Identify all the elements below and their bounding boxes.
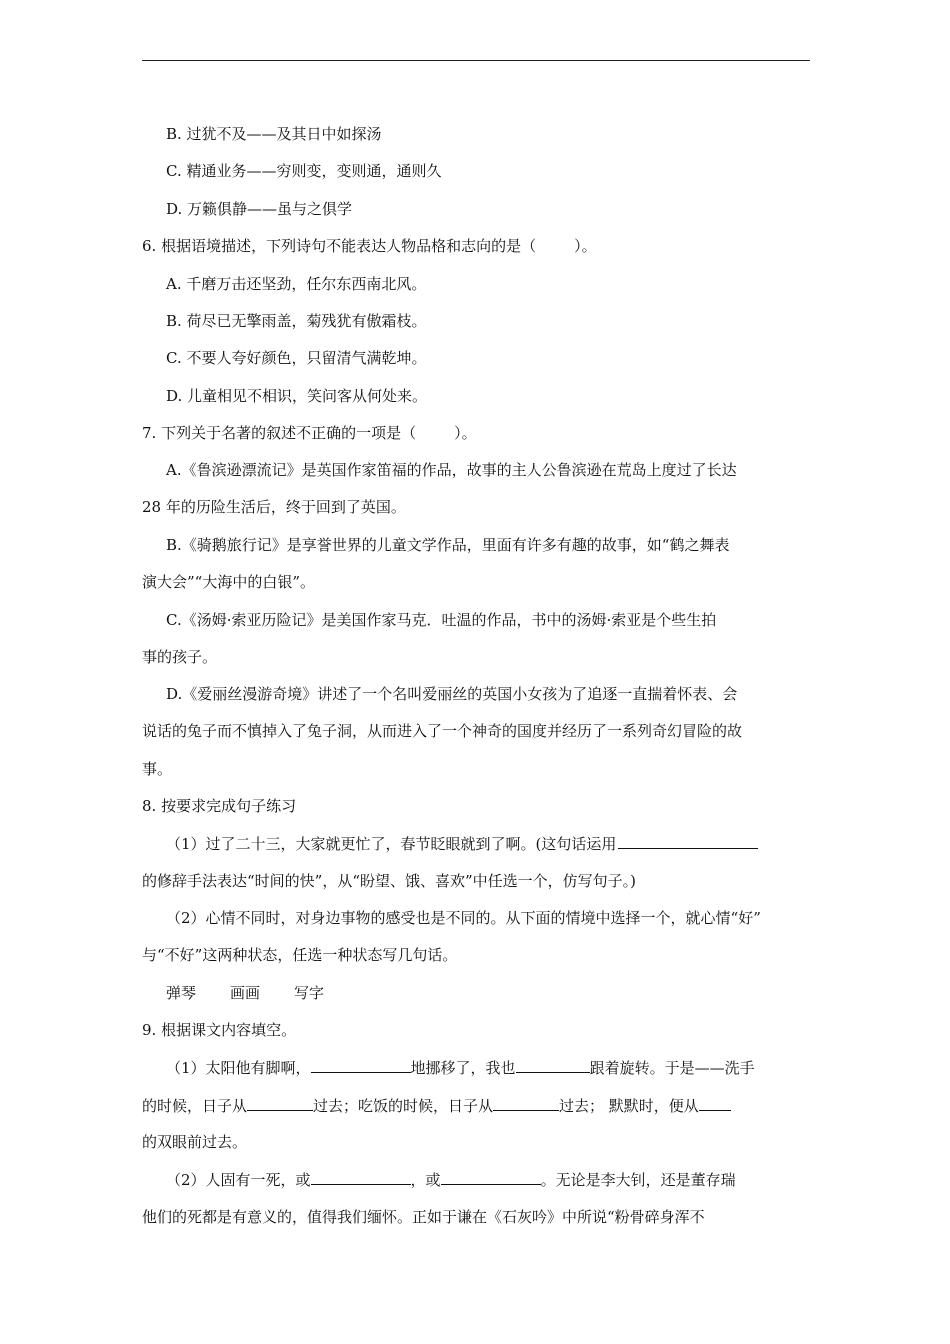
q8-part1-text: （1）过了二十三，大家就更忙了，春节眨眼就到了啊。(这句话运用 [166, 835, 617, 853]
q9-part1-text-a: （1）太阳他有脚啊， [166, 1059, 311, 1077]
q9-part2-text-c: 。无论是李大钊，还是董存瑞 [540, 1171, 736, 1189]
q9-part1-text-d: 的时候，日子从 [142, 1097, 248, 1115]
q9-part1-text-e: 过去；吃饭的时候，日子从 [313, 1097, 494, 1115]
q9-part1-text-c: 跟着旋转。于是——洗手 [589, 1059, 755, 1077]
q9-part1-line3: 的双眼前过去。 [142, 1133, 248, 1151]
q8-options [166, 983, 324, 1003]
q9-title: 9. 根据课文内容填空。 [142, 1021, 297, 1039]
q8-option-piano: 弹琴 [166, 984, 197, 1002]
q8-rhetoric-blank[interactable] [618, 833, 758, 849]
q8-title: 8. 按要求完成句子练习 [142, 797, 297, 815]
q9-part1-line1 [166, 1057, 755, 1078]
q8-part1-line2: 的修辞手法表达“时间的快”，从“盼望、饿、喜欢”中任选一个，仿写句子。) [142, 872, 637, 890]
q7-option-a-line2: 28 年的历险生活后，终于回到了英国。 [142, 498, 406, 516]
q7-option-c-line1: C.《汤姆·索亚历险记》是美国作家马克．吐温的作品，书中的汤姆·索亚是个些生拍 [166, 611, 717, 629]
q9-part2-line2: 他们的死都是有意义的，值得我们缅怀。正如于谦在《石灰吟》中所说“粉骨碎身浑不 [142, 1208, 705, 1226]
q7-option-d-line2: 说话的兔子而不慎掉入了兔子洞，从而进入了一个神奇的国度并经历了一系列奇幻冒险的故 [142, 722, 743, 740]
q8-part1-line1 [166, 833, 758, 854]
q6-stem [142, 236, 597, 256]
q8-option-writing: 写字 [294, 984, 325, 1002]
q7-stem-text: 7. 下列关于名著的叙述不正确的一项是（ [142, 424, 417, 442]
q6-option-c: C. 不要人夸好颜色，只留清气满乾坤。 [166, 349, 427, 367]
q7-option-b-line1: B.《骑鹅旅行记》是享誉世界的儿童文学作品，里面有许多有趣的故事，如“鹤之舞表 [166, 536, 730, 554]
q9-part2-line1 [166, 1169, 736, 1190]
q6-stem-text: 6. 根据语境描述，下列诗句不能表达人物品格和志向的是（ [142, 237, 537, 255]
q8-part2-line2: 与“不好”这两种状态，任选一种状态写几句话。 [142, 946, 458, 964]
q7-option-d-line1: D.《爱丽丝漫游奇境》讲述了一个名叫爱丽丝的英国小女孩为了追逐一直揣着怀表、会 [166, 685, 738, 703]
q6-option-a: A. 千磨万击还坚劲，任尔东西南北风。 [166, 275, 427, 293]
q9-part1-line2 [142, 1095, 731, 1116]
q5-option-c: C. 精通业务——穷则变，变则通，通则久 [166, 162, 442, 180]
q7-option-d-line3: 事。 [142, 760, 173, 778]
q8-part2-line1: （2）心情不同时，对身边事物的感受也是不同的。从下面的情境中选择一个，就心情“好” [166, 909, 761, 927]
q8-option-drawing: 画画 [230, 984, 261, 1002]
q9-blank-6[interactable] [311, 1169, 411, 1185]
q9-blank-7[interactable] [441, 1169, 541, 1185]
q9-part2-text-a: （2）人固有一死，或 [166, 1171, 311, 1189]
q7-stem [142, 423, 477, 443]
q9-part1-text-b: 地挪移了，我也 [410, 1059, 516, 1077]
q7-option-c-line2: 事的孩子。 [142, 648, 218, 666]
q9-part2-text-b: ，或 [410, 1171, 441, 1189]
q9-blank-3[interactable] [247, 1095, 313, 1111]
q9-part1-text-f: 过去； 默默时，便从 [559, 1097, 699, 1115]
header-rule [142, 60, 810, 61]
q9-blank-4[interactable] [493, 1095, 559, 1111]
q9-blank-2[interactable] [516, 1057, 590, 1073]
q7-option-a-line1: A.《鲁滨逊漂流记》是英国作家笛福的作品，故事的主人公鲁滨逊在荒岛上度过了长达 [166, 461, 737, 479]
q7-option-b-line2: 演大会”“大海中的白银”。 [142, 573, 316, 591]
q7-stem-end: ）。 [454, 424, 477, 442]
q9-blank-1[interactable] [311, 1057, 411, 1073]
q6-option-d: D. 儿童相见不相识，笑问客从何处来。 [166, 387, 428, 405]
q6-stem-end: ）。 [574, 237, 597, 255]
q6-option-b: B. 荷尽已无擎雨盖，菊残犹有傲霜枝。 [166, 312, 427, 330]
q5-option-d: D. 万籁俱静——虽与之俱学 [166, 200, 353, 218]
q5-option-b: B. 过犹不及——及其日中如探汤 [166, 125, 382, 143]
q9-blank-5[interactable] [699, 1095, 731, 1111]
